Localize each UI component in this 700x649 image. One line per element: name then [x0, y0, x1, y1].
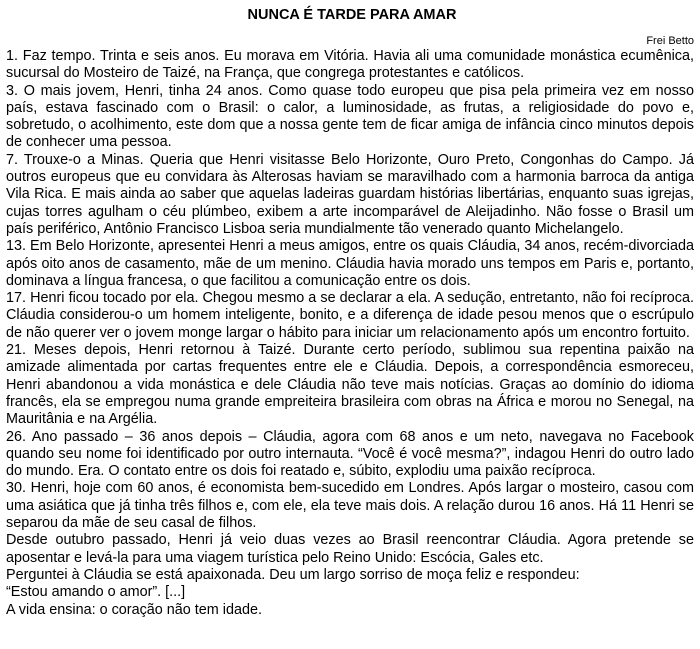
paragraph-30: 30. Henri, hoje com 60 anos, é economista bem-sucedido em Londres. Após largar o mosteiro, casou com uma asiática que já tinha três filhos e, com ele, ela teve mais dois. A relação durou 16 anos. Há 11 Henri se separou da mãe de seu casal de filhos. — [6, 480, 694, 532]
paragraph-final: A vida ensina: o coração não tem idade. — [6, 601, 263, 618]
document-title: NUNCA É TARDE PARA AMAR — [247, 7, 457, 23]
paragraph-3: 3. O mais jovem, Henri, tinha 24 anos. Como quase todo europeu que pisa pela primeira vez em nosso país, estava fascinado com o Brasil: o calor, a luminosidade, as frutas, a religiosidade do povo e, sobretudo, o acolhimento, este dom que a nossa gente tem de ficar amiga de infância cinco minutos depois de conhecer uma pessoa. — [6, 82, 694, 151]
paragraph-1: 1. Faz tempo. Trinta e seis anos. Eu morava em Vitória. Havia ali uma comunidade monástica ecumênica, sucursal do Mosteiro de Taizé, na França, que congrega protestantes e católicos. — [6, 48, 694, 82]
paragraph-21: 21. Meses depois, Henri retornou à Taizé. Durante certo período, sublimou sua repentina paixão na amizade alimentada por cartas frequentes entre ele e Cláudia. Depois, a correspondência esmoreceu, Henri abandonou a vida monástica e dele Cláudia não teve mais notícias. Graças ao domínio do idioma francês, ela se empregou numa grande empreiteira brasileira com obras na África e morou no Senegal, na Mauritânia e na Argélia. — [6, 342, 694, 428]
paragraph-outubro: Desde outubro passado, Henri já veio duas vezes ao Brasil reencontrar Cláudia. Agora pretende se aposentar e levá-la para uma viagem turística pelo Reino Unido: Escócia, Gales etc. — [6, 532, 694, 566]
paragraph-26: 26. Ano passado – 36 anos depois – Cláudia, agora com 68 anos e um neto, navegava no Facebook quando seu nome foi identificado por outro internauta. “Você é você mesma?”, indagou Henri do outro lado do mundo. Era. O contato entre os dois foi reatado e, súbito, explodiu uma paixão recíproca. — [6, 428, 694, 480]
paragraph-resposta: “Estou amando o amor”. [...] — [6, 584, 186, 601]
document-author: Frei Betto — [646, 35, 694, 47]
paragraph-7: 7. Trouxe-o a Minas. Queria que Henri visitasse Belo Horizonte, Ouro Preto, Congonhas do Campo. Já outros europeus que eu convidara às Alterosas haviam se maravilhado com a harmonia barroca da antiga Vila Rica. E mais ainda ao saber que aquelas ladeiras guardam histórias libertárias, enquanto suas igrejas, cujas torres agulham o céu plúmbeo, exibem a arte incomparável de Aleijadinho. Não fosse o Brasil um país periférico, Antônio Francisco Lisboa seria mundialmente tão venerado quanto Michelangelo. — [6, 151, 694, 237]
paragraph-13: 13. Em Belo Horizonte, apresentei Henri a meus amigos, entre os quais Cláudia, 34 anos, recém-divorciada após oito anos de casamento, mãe de um menino. Cláudia havia morado uns tempos em Paris e, portanto, dominava a língua francesa, o que facilitou a comunicação entre os dois. — [6, 238, 694, 289]
document-body — [6, 48, 694, 619]
paragraph-pergunta: Perguntei à Cláudia se está apaixonada. Deu um largo sorriso de moça feliz e respondeu: — [6, 566, 580, 583]
paragraph-17: 17. Henri ficou tocado por ela. Chegou mesmo a se declarar a ela. A sedução, entretanto, não foi recíproca. Cláudia considerou-o um homem inteligente, bonito, e a diferença de idade pesou menos que o escrúpulo de não querer ver o jovem monge largar o hábito para iniciar um relacionamento após um encontro fortuito. — [6, 290, 694, 341]
